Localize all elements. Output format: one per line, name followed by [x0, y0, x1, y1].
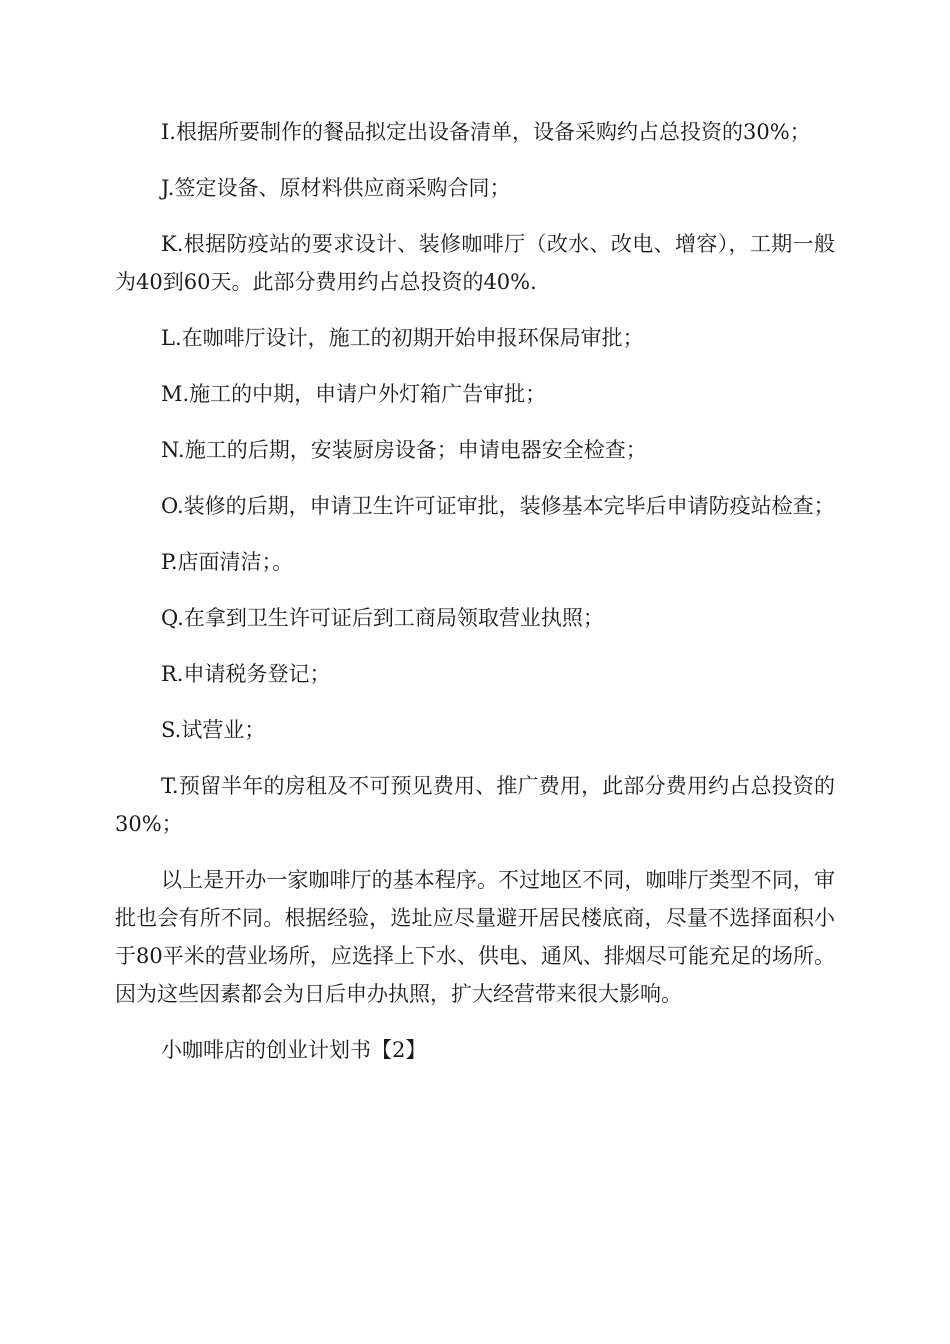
- paragraph-item-q: Q.在拿到卫生许可证后到工商局领取营业执照；: [161, 606, 604, 630]
- paragraph-item-o: O.装修的后期，申请卫生许可证审批，装修基本完毕后申请防疫站检查；: [161, 494, 835, 518]
- paragraph-item-s: S.试营业；: [161, 718, 266, 742]
- paragraph-item-t: T.预留半年的房租及不可预见费用、推广费用，此部分费用约占总投资的30%；: [115, 774, 835, 836]
- paragraph-item-n: N.施工的后期，安装厨房设备；申请电器安全检查；: [161, 438, 647, 462]
- document-body: [115, 113, 835, 1087]
- paragraph-item-j: J.签定设备、原材料供应商采购合同；: [161, 176, 511, 200]
- paragraph-item-k: K.根据防疫站的要求设计、装修咖啡厅（改水、改电、增容），工期一般为40到60天。此部分费用约占总投资的40%.: [115, 232, 835, 294]
- paragraph-item-r: R.申请税务登记；: [161, 662, 331, 686]
- paragraph-item-l: L.在咖啡厅设计，施工的初期开始申报环保局审批；: [161, 326, 644, 350]
- paragraph-item-p: P.店面清洁；。: [161, 550, 294, 574]
- paragraph-item-i: I.根据所要制作的餐品拟定出设备清单，设备采购约占总投资的30%；: [161, 120, 811, 144]
- section-heading: 小咖啡店的创业计划书【2】: [161, 1038, 427, 1062]
- summary-paragraph: 以上是开办一家咖啡厅的基本程序。不过地区不同，咖啡厅类型不同，审批也会有所不同。根据经验，选址应尽量避开居民楼底商，尽量不选择面积小于80平米的营业场所，应选择上下水、供电、通风、排烟尽可能充足的场所。因为这些因素都会为日后申办执照，扩大经营带来很大影响。: [115, 868, 835, 1006]
- paragraph-item-m: M.施工的中期，申请户外灯箱广告审批；: [161, 382, 547, 406]
